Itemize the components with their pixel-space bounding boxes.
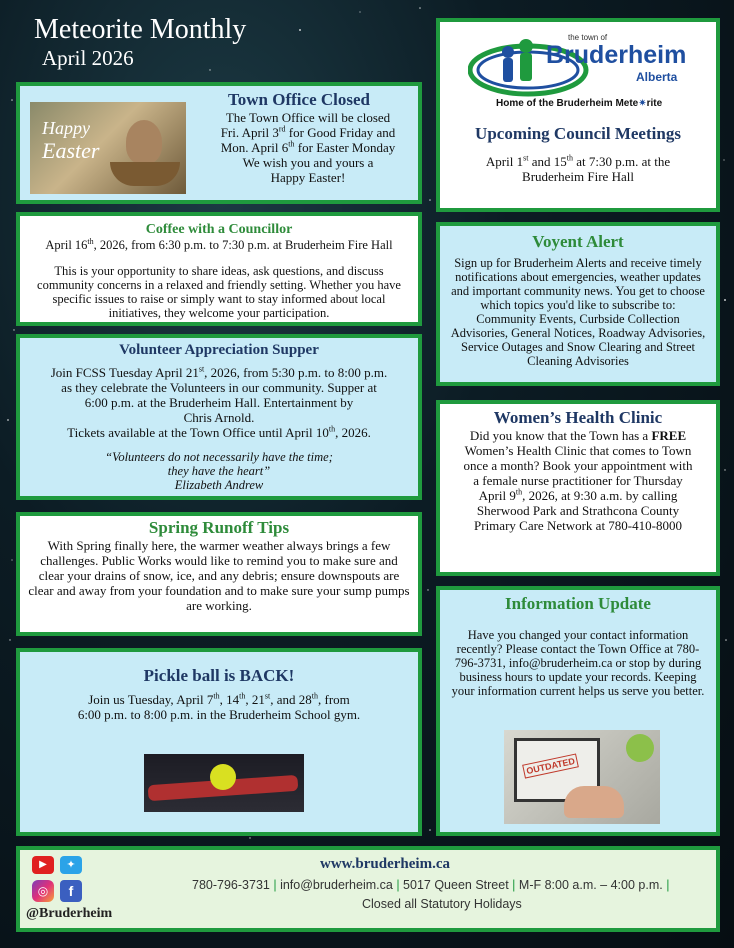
hand-icon xyxy=(564,786,624,818)
council-line1: April 1st and 15th at 7:30 p.m. at the xyxy=(485,153,671,169)
easter-bunny-image xyxy=(30,102,186,194)
office-line5: Happy Easter! xyxy=(270,170,346,185)
voyent-title: Voyent Alert xyxy=(532,232,624,251)
footer-sep: | xyxy=(666,878,670,892)
newsletter-date: April 2026 xyxy=(42,46,134,70)
info-title: Information Update xyxy=(505,594,651,613)
womens-line5: April 9th, 2026, at 9:30 a.m. by calling xyxy=(478,487,678,503)
womens-line2: Women’s Health Clinic that comes to Town xyxy=(464,443,692,458)
website-link[interactable]: www.bruderheim.ca xyxy=(320,856,450,872)
newsletter-title: Meteorite Monthly xyxy=(34,14,247,45)
quote-line2: they have the heart” xyxy=(167,464,271,478)
office-line4: We wish you and yours a xyxy=(242,155,374,170)
footer-closed: Closed all Statutory Holidays xyxy=(362,897,522,911)
footer-hours: M-F 8:00 a.m. – 4:00 p.m. xyxy=(518,878,663,892)
womens-line4: a female nurse practitioner for Thursday xyxy=(473,473,683,488)
volunteer-line3: 6:00 p.m. at the Bruderheim Hall. Entertainment by xyxy=(84,395,354,410)
logo-tagline-a: Home of the Bruderheim Mete xyxy=(496,98,639,109)
footer-phone[interactable]: 780-796-3731 xyxy=(192,878,270,892)
office-line2: Fri. April 3rd for Good Friday and xyxy=(220,124,396,140)
volunteer-text xyxy=(20,365,418,440)
pickle-text xyxy=(20,692,418,722)
info-body: Have you changed your contact information recently? Please contact the Town Office at 780-796-3731, info@bruderheim.ca or stop by during business hours to update your records. Keeping your information current helps us serve you better. xyxy=(451,628,705,698)
volunteer-line4: Chris Arnold. xyxy=(183,410,255,425)
footer-sep: | xyxy=(273,878,277,892)
footer-address: 5017 Queen Street xyxy=(403,878,509,892)
voyent-panel xyxy=(436,222,720,386)
volunteer-panel xyxy=(16,334,422,500)
volunteer-title: Volunteer Appreciation Supper xyxy=(119,342,319,358)
easter-image-line1: Happy xyxy=(42,118,90,138)
basket-icon xyxy=(110,162,180,186)
quote-line1: “Volunteers do not necessarily have the time; xyxy=(105,450,333,464)
volunteer-line5: Tickets available at the Town Office until April 10th, 2026. xyxy=(67,424,371,440)
voyent-body: Sign up for Bruderheim Alerts and receive timely notifications about emergencies, weather updates and important community news. You get to choose which topics you'd like to subscribe to: xyxy=(451,256,705,312)
pickle-title: Pickle ball is BACK! xyxy=(143,666,295,685)
office-closed-title: Town Office Closed xyxy=(228,90,370,109)
laptop-image xyxy=(504,730,660,824)
rabbit-icon xyxy=(126,120,162,164)
womens-line6: Sherwood Park and Strathcona County xyxy=(476,503,680,518)
coffee-title: Coffee with a Councillor xyxy=(145,222,293,237)
logo-province: Alberta xyxy=(636,70,678,84)
office-closed-text xyxy=(198,110,418,185)
spring-title: Spring Runoff Tips xyxy=(148,518,290,537)
council-panel xyxy=(436,18,720,212)
womens-panel xyxy=(436,400,720,576)
womens-line1: Did you know that the Town has a FREE xyxy=(469,428,687,443)
info-panel xyxy=(436,586,720,836)
cup-icon xyxy=(626,734,654,762)
office-line1: The Town Office will be closed xyxy=(225,110,391,125)
council-line2: Bruderheim Fire Hall xyxy=(522,169,634,184)
logo-small-text: the town of xyxy=(568,33,608,42)
twitter-icon[interactable]: ✦ xyxy=(60,856,82,874)
pickleball-image xyxy=(144,754,304,812)
logo-tagline xyxy=(496,98,662,109)
footer-sep: | xyxy=(396,878,400,892)
coffee-body: This is your opportunity to share ideas, ask questions, and discuss community concerns in a relaxed and friendly setting. Whether you have specific issues to raise or simply want to stay informed about local initiatives, they welcome your participation. xyxy=(37,264,401,320)
office-line3: Mon. April 6th for Easter Monday xyxy=(220,139,396,155)
womens-title: Women’s Health Clinic xyxy=(493,408,663,427)
spring-panel xyxy=(16,512,422,636)
coffee-date: April 16th, 2026, from 6:30 p.m. to 7:30 p.m. at Bruderheim Fire Hall xyxy=(45,236,393,252)
council-text xyxy=(440,154,716,184)
facebook-icon[interactable]: f xyxy=(60,880,82,902)
footer-panel xyxy=(16,846,720,932)
easter-image-line2: Easter xyxy=(42,138,100,163)
volunteer-quote xyxy=(20,450,418,492)
instagram-icon[interactable]: ◎ xyxy=(32,880,54,902)
ball-icon xyxy=(210,764,236,790)
footer-email[interactable]: info@bruderheim.ca xyxy=(280,878,393,892)
pickle-panel xyxy=(16,648,422,836)
town-logo xyxy=(468,30,694,114)
voyent-topics: Community Events, Curbside Collection Advisories, General Notices, Roadway Advisories, Service Outages and Snow Clearing and Street Cleaning Advisories xyxy=(450,312,706,368)
outdated-stamp: OUTDATED xyxy=(522,753,579,778)
meteorite-star-icon: ✷ xyxy=(638,98,647,109)
office-closed-panel xyxy=(16,82,422,204)
youtube-icon[interactable]: ▶ xyxy=(32,856,54,874)
spring-body: With Spring finally here, the warmer weather always brings a few challenges. Public Works would like to remind you to make sure and clear your drains of snow, ice, and any debris; ensure downspouts are clear and away from your foundation and to make sure your sump pumps are working. xyxy=(28,538,410,613)
pickle-line1: Join us Tuesday, April 7th, 14th, 21st, and 28th, from xyxy=(88,691,350,707)
footer-contact xyxy=(192,878,669,892)
pickle-line2: 6:00 p.m. to 8:00 p.m. in the Bruderheim School gym. xyxy=(77,707,361,722)
volunteer-line2: as they celebrate the Volunteers in our community. Supper at xyxy=(61,380,377,395)
womens-text xyxy=(440,428,716,533)
social-handle[interactable]: @Bruderheim xyxy=(26,906,113,921)
womens-line3: once a month? Book your appointment with xyxy=(463,458,693,473)
logo-name: Bruderheim xyxy=(546,41,687,69)
council-title: Upcoming Council Meetings xyxy=(475,124,681,143)
footer-sep: | xyxy=(512,878,516,892)
quote-author: Elizabeth Andrew xyxy=(174,478,264,492)
womens-line7: Primary Care Network at 780-410-8000 xyxy=(474,518,682,533)
logo-tagline-b: rite xyxy=(646,98,663,109)
volunteer-line1: Join FCSS Tuesday April 21st, 2026, from 5:30 p.m. to 8:00 p.m. xyxy=(50,364,388,380)
coffee-panel xyxy=(16,212,422,326)
